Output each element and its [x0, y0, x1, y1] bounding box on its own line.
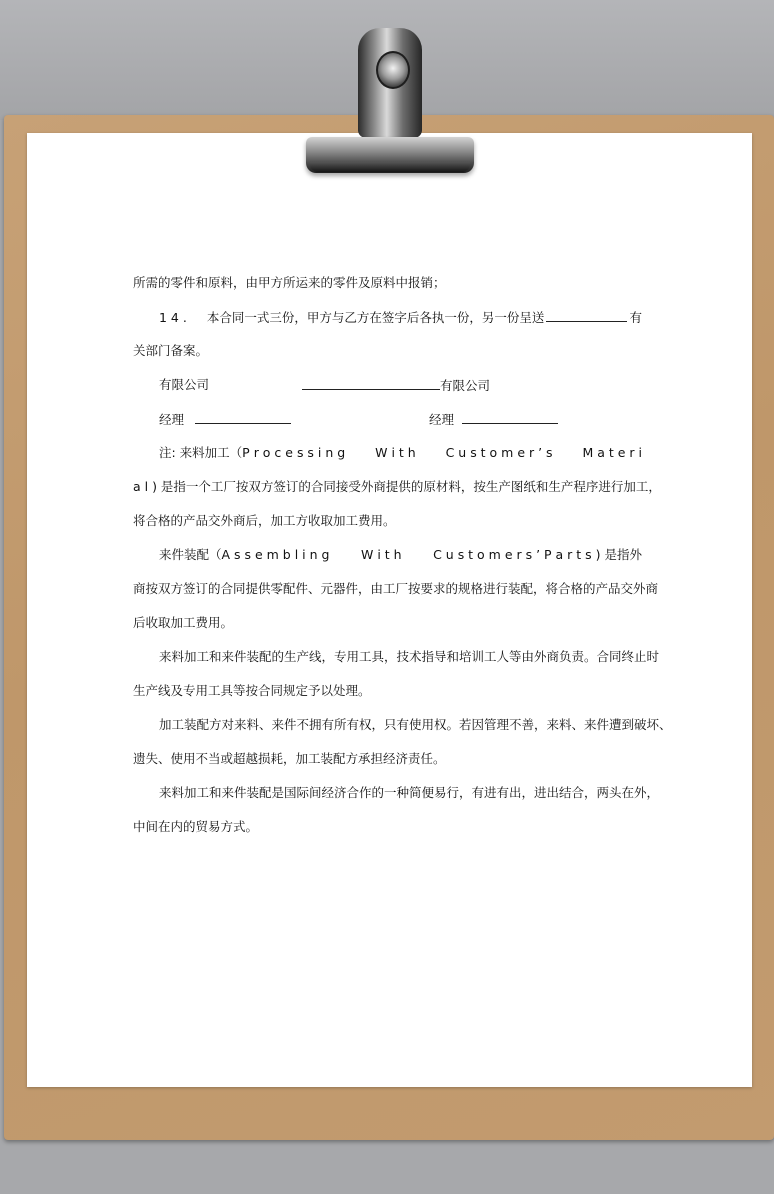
manager-right — [429, 411, 558, 428]
binder-clip-lip — [310, 162, 470, 172]
text-segment: M a t e r i — [582, 445, 642, 460]
recipient-blank[interactable] — [546, 309, 627, 322]
text-line: 加工装配方对来料、来件不拥有所有权，只有使用权。若因管理不善，来料、来件遭到破坏、 — [159, 717, 672, 732]
note-line-1 — [159, 445, 642, 461]
assembly-line-1 — [159, 547, 642, 563]
text-line: 后收取加工费用。 — [133, 615, 234, 630]
text-line: 遗失、使用不当或超越损耗，加工装配方承担经济责任。 — [133, 751, 446, 766]
clause-number: 1 4 . — [159, 310, 187, 325]
binder-clip-hole — [376, 51, 410, 89]
text-line: 来料加工和来件装配的生产线，专用工具，技术指导和培训工人等由外商负责。合同终止时 — [159, 649, 660, 664]
clause-14 — [159, 309, 642, 326]
manager-left-label: 经理 — [159, 412, 185, 427]
manager-signature-blank[interactable] — [462, 411, 558, 424]
manager-right-label: 经理 — [429, 412, 455, 427]
manager-left — [159, 411, 291, 428]
text-line: 来料加工和来件装配是国际间经济合作的一种简便易行，有进有出，进出结合，两头在外， — [159, 785, 660, 800]
text-segment: W i t h — [375, 445, 416, 460]
clause-text: 本合同一式三份，甲方与乙方在签字后各执一份，另一份呈送 — [206, 310, 545, 325]
text-segment: 来件装配（A s s e m b l i n g — [159, 547, 330, 562]
text-line: 中间在内的贸易方式。 — [133, 819, 259, 834]
text-line: 将合格的产品交外商后，加工方收取加工费用。 — [133, 513, 396, 528]
text-line: 生产线及专用工具等按合同规定予以处理。 — [133, 683, 371, 698]
text-segment: C u s t o m e r ’ s — [445, 445, 553, 460]
company-name-blank[interactable] — [302, 377, 440, 390]
company-right-label: 有限公司 — [440, 378, 491, 393]
clause-suffix: 有 — [629, 310, 642, 325]
text-segment: 注: 来料加工（P r o c e s s i n g — [159, 445, 346, 460]
text-line: 关部门备案。 — [133, 343, 209, 358]
text-line: a l ) 是指一个工厂按双方签订的合同接受外商提供的原材料，按生产图纸和生产程序进行加工， — [133, 479, 661, 494]
manager-signature-blank[interactable] — [195, 411, 291, 424]
company-left-label: 有限公司 — [159, 377, 210, 392]
text-line: 商按双方签订的合同提供零配件、元器件，由工厂按要求的规格进行装配，将合格的产品交外商 — [133, 581, 659, 596]
text-segment: C u s t o m e r s ’ P a r t s ) 是指外 — [433, 547, 642, 562]
text-line: 所需的零件和原料，由甲方所运来的零件及原料中报销； — [133, 275, 446, 290]
company-right — [302, 377, 490, 394]
text-segment: W i t h — [360, 547, 402, 562]
